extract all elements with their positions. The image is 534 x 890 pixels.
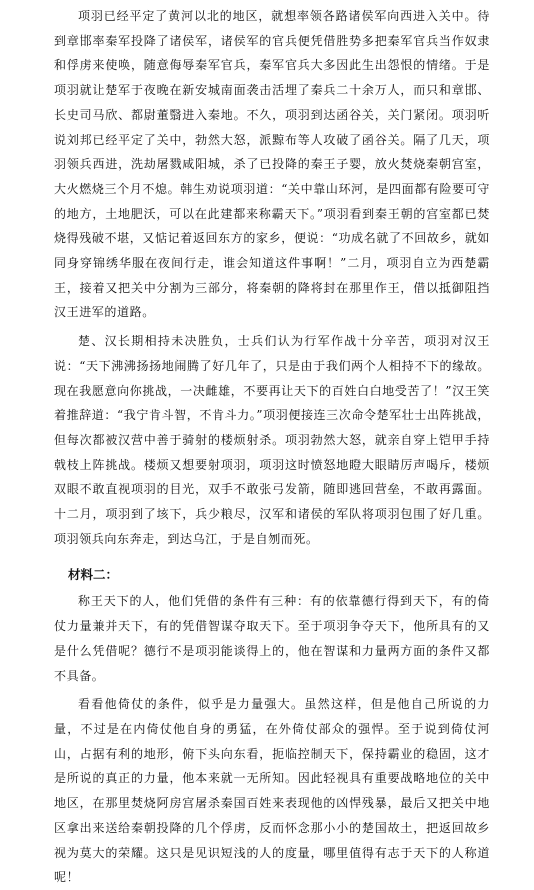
material1-paragraph-2: 楚、汉长期相持未决胜负，士兵们认为行军作战十分辛苦，项羽对汉王说：“天下沸沸扬扬地闹腾了好几年了，只是由于我们两个人相持不下的缘故。现在我愿意向你挑战，一决雌雄，不要再让天下的百姓白白地受苦了！”汉王笑着推辞道：“我宁肯斗智，不肯斗力。”项羽便接连三次命令楚军壮士出阵挑战，但每次都被汉营中善于骑射的楼烦射杀。项羽勃然大怒，就亲自穿上铠甲手持戟枝上阵挑战。楼烦又想要射项羽，项羽这时愤怒地瞪大眼睛厉声喝斥，楼烦双眼不敢直视项羽的目光，双手不敢张弓发箭，随即逃回营垒，不敢再露面。十二月，项羽到了垓下，兵少粮尽，汉军和诸侯的军队将项羽包围了好几重。项羽领兵向东奔走，到达乌江，于是自刎而死。 <box>54 334 490 546</box>
material2-heading: 材料二： <box>68 567 119 583</box>
document-page <box>54 4 490 890</box>
material1-paragraph-1: 项羽已经平定了黄河以北的地区，就想率领各路诸侯军向西进入关中。待到章邯率秦军投降了诸侯军，诸侯军的官兵便凭借胜势多把秦军官兵当作奴隶和俘虏来使唤，随意侮辱秦军官兵，秦军官兵大多因此生出怨恨的情绪。于是项羽就让楚军于夜晚在新安城南面袭击活埋了秦兵二十余万人，而只和章邯、长史司马欣、都尉董翳进入秦地。不久，项羽到达函谷关，关门紧闭。项羽听说刘邦已经平定了关中，勃然大怒，派黥布等人攻破了函谷关。隔了几天，项羽领兵西进，洗劫屠戮咸阳城，杀了已投降的秦王子婴，放火焚烧秦朝宫室，大火燃烧三个月不熄。韩生劝说项羽道：“关中靠山环河，是四面都有险要可守的地方，土地肥沃，可以在此建都来称霸天下。”项羽看到秦王朝的宫室都已焚烧得残破不堪，又惦记着返回东方的家乡，便说：“功成名就了不回故乡，就如同身穿锦绣华服在夜间行走，谁会知道这件事啊！”二月，项羽自立为西楚霸王，接着又把关中分割为三部分，将秦朝的降将封在那里作王，借以抵御阻挡汉王进军的道路。 <box>54 9 490 320</box>
material2-paragraph-2: 看看他倚仗的条件，似乎是力量强大。虽然这样，但是他自己所说的力量，不过是在内倚仗他自身的勇猛，在外倚仗部众的强悍。至于说到倚仗河山，占据有利的地形，俯下头向东看，扼临控制天下，保持霸业的稳固，这才是所说的真正的力量，他本来就一无所知。因此轻视具有重要战略地位的关中地区，在那里焚烧阿房宫屠杀秦国百姓来表现他的凶悍残暴，最后又把关中地区拿出来送给秦朝投降的几个俘虏，反而怀念那小小的楚国故土，把返回故乡视为莫大的荣耀。这只是见识短浅的人的度量，哪里值得有志于天下的人称道呢！ <box>54 697 490 885</box>
material2-paragraph-1: 称王天下的人，他们凭借的条件有三种：有的依靠德行得到天下，有的倚仗力量兼并天下，有的凭借智谋夺取天下。至于项羽争夺天下，他所具有的又是什么凭借呢？德行不是项羽能谈得上的，他在智谋和力量两方面的条件又都不具备。 <box>54 594 490 683</box>
